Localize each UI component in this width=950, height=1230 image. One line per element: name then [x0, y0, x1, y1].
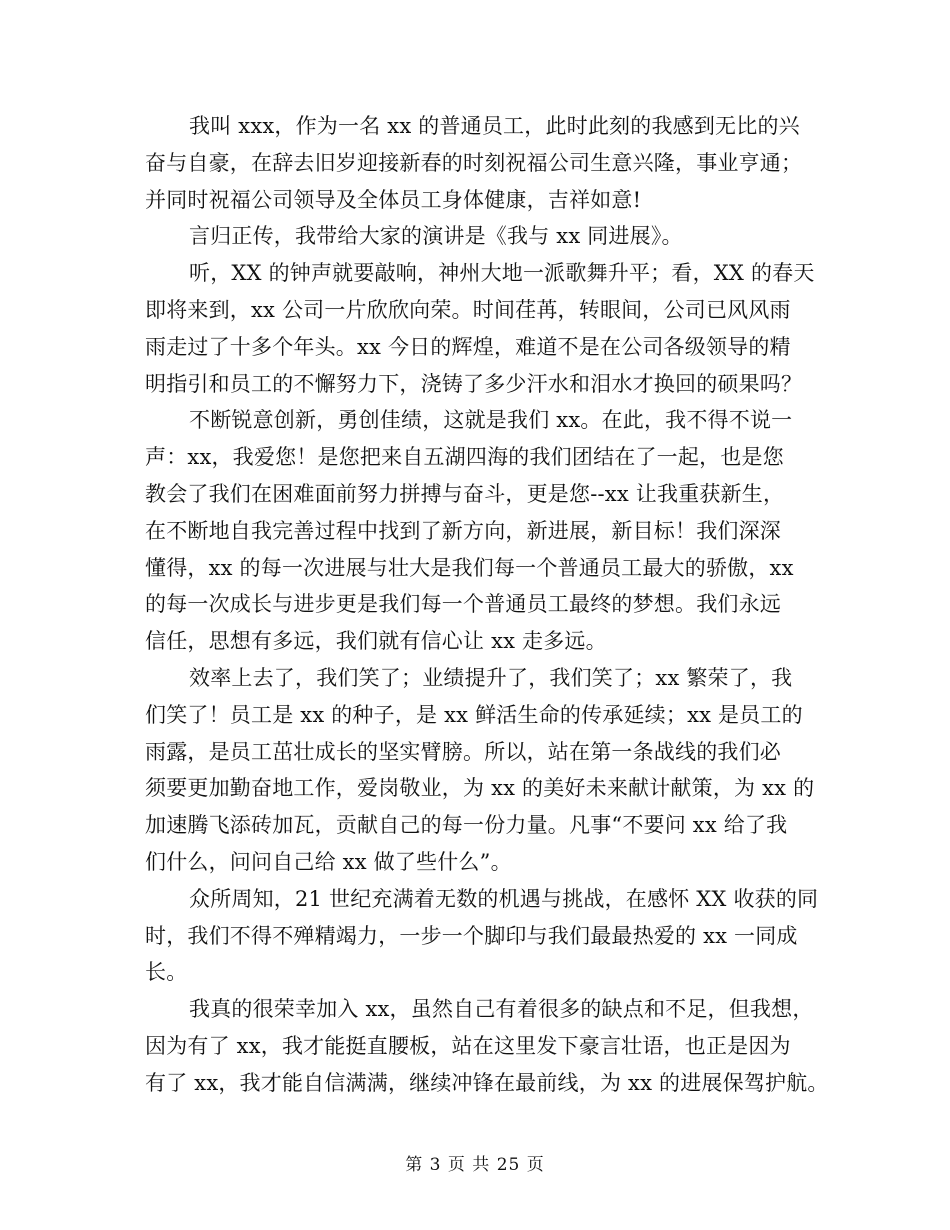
text-line: 奋与自豪，在辞去旧岁迎接新春的时刻祝福公司生意兴隆，事业亨通；: [145, 150, 803, 175]
text-line: 须要更加勤奋地工作，爱岗敬业，为 xx 的美好未来献计献策，为 xx 的: [145, 776, 815, 801]
text-line: 加速腾飞添砖加瓦，贡献自己的每一份力量。凡事“不要问 xx 给了我: [145, 813, 788, 838]
text-line: 明指引和员工的不懈努力下，浇铸了多少汗水和泪水才换回的硕果吗？: [145, 371, 803, 396]
text-line: 并同时祝福公司领导及全体员工身体健康，吉祥如意!: [145, 187, 642, 212]
text-line: 长。: [145, 960, 188, 985]
text-line: 们笑了！员工是 xx 的种子，是 xx 鲜活生命的传承延续；xx 是员工的: [145, 702, 803, 727]
text-line: 懂得，xx 的每一次进展与壮大是我们每一个普通员工最大的骄傲，xx: [145, 555, 794, 580]
text-line: 不断锐意创新，勇创佳绩，这就是我们 xx。在此，我不得不说一: [189, 408, 793, 433]
text-line: 言归正传，我带给大家的演讲是《我与 xx 同进展》。: [189, 224, 683, 249]
text-line: 们什么，问问自己给 xx 做了些什么”。: [145, 849, 512, 874]
text-line: 雨走过了十多个年头。xx 今日的辉煌，难道不是在公司各级领导的精: [145, 334, 791, 359]
text-line: 时，我们不得不殚精竭力，一步一个脚印与我们最最热爱的 xx 一同成: [145, 923, 798, 948]
text-line: 教会了我们在困难面前努力拼搏与奋斗，更是您--xx 让我重获新生，: [145, 481, 785, 506]
text-line: 的每一次成长与进步更是我们每一个普通员工最终的梦想。我们永远: [145, 592, 781, 617]
text-line: 我叫 xxx，作为一名 xx 的普通员工，此时此刻的我感到无比的兴: [189, 114, 800, 138]
page-number-footer: 第 3 页 共 25 页: [405, 1155, 545, 1175]
text-line: 即将来到，xx 公司一片欣欣向荣。时间荏苒，转眼间，公司已风风雨: [145, 297, 791, 322]
text-line: 我真的很荣幸加入 xx，虽然自己有着很多的缺点和不足，但我想，: [189, 997, 814, 1022]
text-line: 效率上去了，我们笑了；业绩提升了，我们笑了；xx 繁荣了，我: [189, 665, 793, 690]
text-line: 信任，思想有多远，我们就有信心让 xx 走多远。: [145, 629, 607, 654]
document-body: [145, 108, 829, 1102]
text-line: 听，XX 的钟声就要敲响，神州大地一派歌舞升平；看，XX 的春天: [189, 261, 815, 286]
text-line: 众所周知，21 世纪充满着无数的机遇与挑战，在感怀 XX 收获的同: [189, 886, 819, 911]
text-line: 有了 xx，我才能自信满满，继续冲锋在最前线，为 xx 的进展保驾护航。: [145, 1070, 829, 1095]
text-line: 声：xx，我爱您！是您把来自五湖四海的我们团结在了一起，也是您: [145, 445, 784, 470]
text-line: 雨露，是员工茁壮成长的坚实臂膀。所以，站在第一条战线的我们必: [145, 739, 781, 764]
text-line: 在不断地自我完善过程中找到了新方向，新进展，新目标！我们深深: [145, 518, 781, 543]
text-line: 因为有了 xx，我才能挺直腰板，站在这里发下豪言壮语，也正是因为: [145, 1033, 791, 1058]
